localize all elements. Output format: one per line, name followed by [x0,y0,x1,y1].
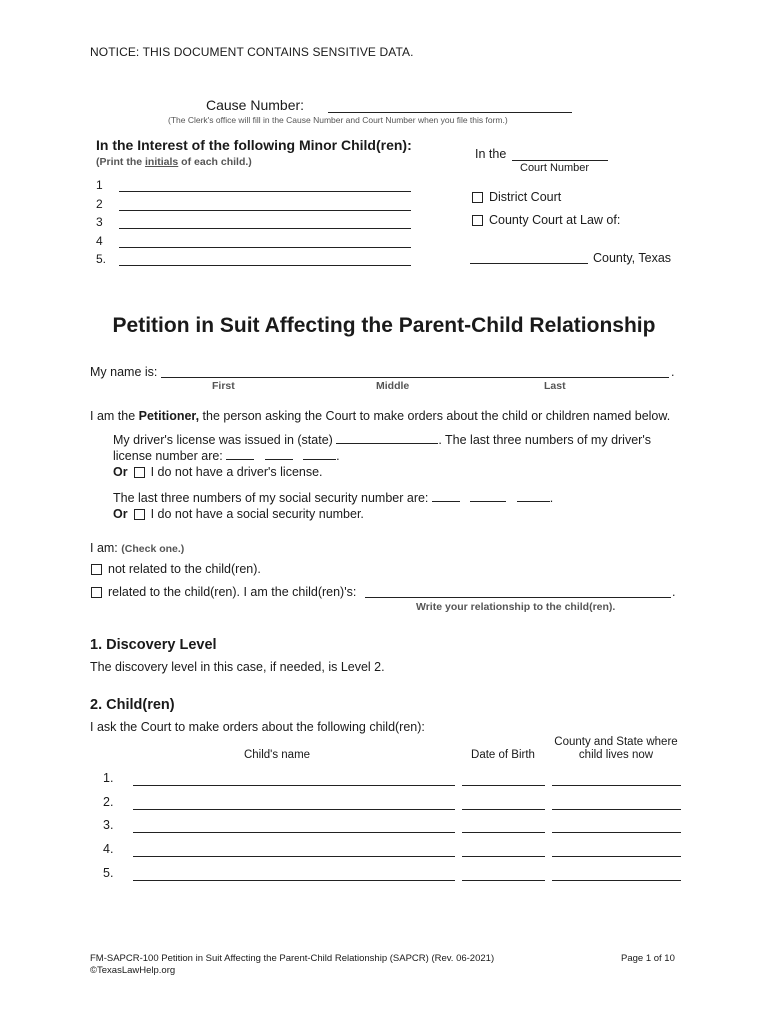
print-initials-note: (Print the initials of each child.) [96,156,252,168]
initials-field[interactable] [119,191,411,192]
relationship-note: Write your relationship to the child(ren). [416,601,616,613]
child-county-field[interactable] [552,856,681,857]
cause-number-label: Cause Number: [206,97,305,113]
child-name-field[interactable] [133,856,455,857]
footer-form-id: FM-SAPCR-100 Petition in Suit Affecting the Parent-Child Relationship (SAPCR) (Rev. 06-2021) [90,953,495,964]
col-childs-name: Child's name [243,749,311,761]
name-field[interactable] [161,377,669,378]
child-row-number: 5. [103,866,114,880]
col-county-state-1: County and State where [554,736,678,748]
initials-row-number: 1 [96,178,103,192]
sensitive-data-notice: NOTICE: THIS DOCUMENT CONTAINS SENSITIVE DATA. [90,45,414,59]
ssn-line: The last three numbers of my social security number are: . [113,491,554,505]
county-field[interactable] [470,263,588,264]
col-date-of-birth: Date of Birth [471,749,535,761]
or-label: Or [113,465,128,479]
relationship-field[interactable] [365,597,671,598]
no-ssn-option[interactable] [113,507,364,521]
related-option[interactable] [91,585,356,599]
col-county-state-2: child lives now [578,749,654,761]
ssn-digit-field[interactable] [470,490,506,502]
child-name-field[interactable] [133,880,455,881]
district-court-option[interactable] [472,190,561,204]
initials-row-number: 3 [96,215,103,229]
child-dob-field[interactable] [462,856,545,857]
discovery-level-text: The discovery level in this case, if needed, is Level 2. [90,660,385,674]
ssn-digit-field[interactable] [517,490,550,502]
license-state-line: My driver's license was issued in (state) . The last three numbers of my driver's [113,433,651,447]
license-digit-field[interactable] [226,448,254,460]
child-dob-field[interactable] [462,809,545,810]
relation-label: I am: (Check one.) [90,541,185,555]
related-label: related to the child(ren). I am the child(ren)'s: [108,585,357,599]
middle-name-label: Middle [376,380,410,392]
child-dob-field[interactable] [462,785,545,786]
child-dob-field[interactable] [462,832,545,833]
child-row-number: 4. [103,842,114,856]
in-the-label: In the [475,147,507,161]
children-heading: 2. Child(ren) [90,697,175,713]
child-row-number: 1. [103,771,114,785]
child-row-number: 3. [103,818,114,832]
initials-field[interactable] [119,228,411,229]
court-number-field[interactable] [512,160,608,161]
initials-row-number: 4 [96,234,103,248]
no-license-option[interactable] [113,465,323,479]
license-digit-field[interactable] [303,448,336,460]
child-row-number: 2. [103,795,114,809]
no-ssn-label: I do not have a social security number. [150,507,364,521]
initials-row-number: 5. [96,252,107,266]
county-court-option[interactable] [472,213,620,227]
initials-field[interactable] [119,247,411,248]
ssn-digit-field[interactable] [432,490,460,502]
child-name-field[interactable] [133,832,455,833]
no-license-checkbox[interactable] [134,467,145,478]
initials-field[interactable] [119,210,411,211]
name-label: My name is: [90,365,158,379]
child-name-field[interactable] [133,785,455,786]
county-court-label: County Court at Law of: [489,213,621,227]
county-texas-label: County, Texas [593,251,672,265]
county-court-checkbox[interactable] [472,215,483,226]
child-county-field[interactable] [552,880,681,881]
page-title: Petition in Suit Affecting the Parent-Child Relationship [112,314,656,337]
footer [90,953,494,977]
first-name-label: First [212,380,235,392]
child-name-field[interactable] [133,809,455,810]
license-digit-field[interactable] [265,448,293,460]
district-court-checkbox[interactable] [472,192,483,203]
initials-field[interactable] [119,265,411,266]
not-related-label: not related to the child(ren). [108,562,261,576]
child-dob-field[interactable] [462,880,545,881]
child-county-field[interactable] [552,809,681,810]
children-intro-text: I ask the Court to make orders about the following child(ren): [90,720,425,734]
district-court-label: District Court [489,190,562,204]
license-number-line: license number are: . [113,449,340,463]
no-license-label: I do not have a driver's license. [150,465,323,479]
no-ssn-checkbox[interactable] [134,509,145,520]
name-period: . [671,365,675,379]
relationship-period: . [672,585,676,599]
last-name-label: Last [544,380,566,392]
license-state-field[interactable] [336,432,438,444]
footer-copyright: ©TexasLawHelp.org [90,965,176,976]
or-label: Or [113,507,128,521]
clerk-note: (The Clerk's office will fill in the Cause Number and Court Number when you file this form.) [168,115,508,125]
court-number-label: Court Number [520,162,590,174]
petitioner-statement: I am the Petitioner, the person asking the Court to make orders about the child or children named below. [90,409,671,423]
child-county-field[interactable] [552,785,681,786]
related-checkbox[interactable] [91,587,102,598]
interest-title: In the Interest of the following Minor Child(ren): [96,137,412,153]
not-related-checkbox[interactable] [91,564,102,575]
not-related-option[interactable] [91,562,261,576]
child-county-field[interactable] [552,832,681,833]
cause-number-field[interactable] [328,112,572,113]
page-number: Page 1 of 10 [621,953,675,964]
discovery-level-heading: 1. Discovery Level [90,637,217,653]
initials-row-number: 2 [96,197,103,211]
